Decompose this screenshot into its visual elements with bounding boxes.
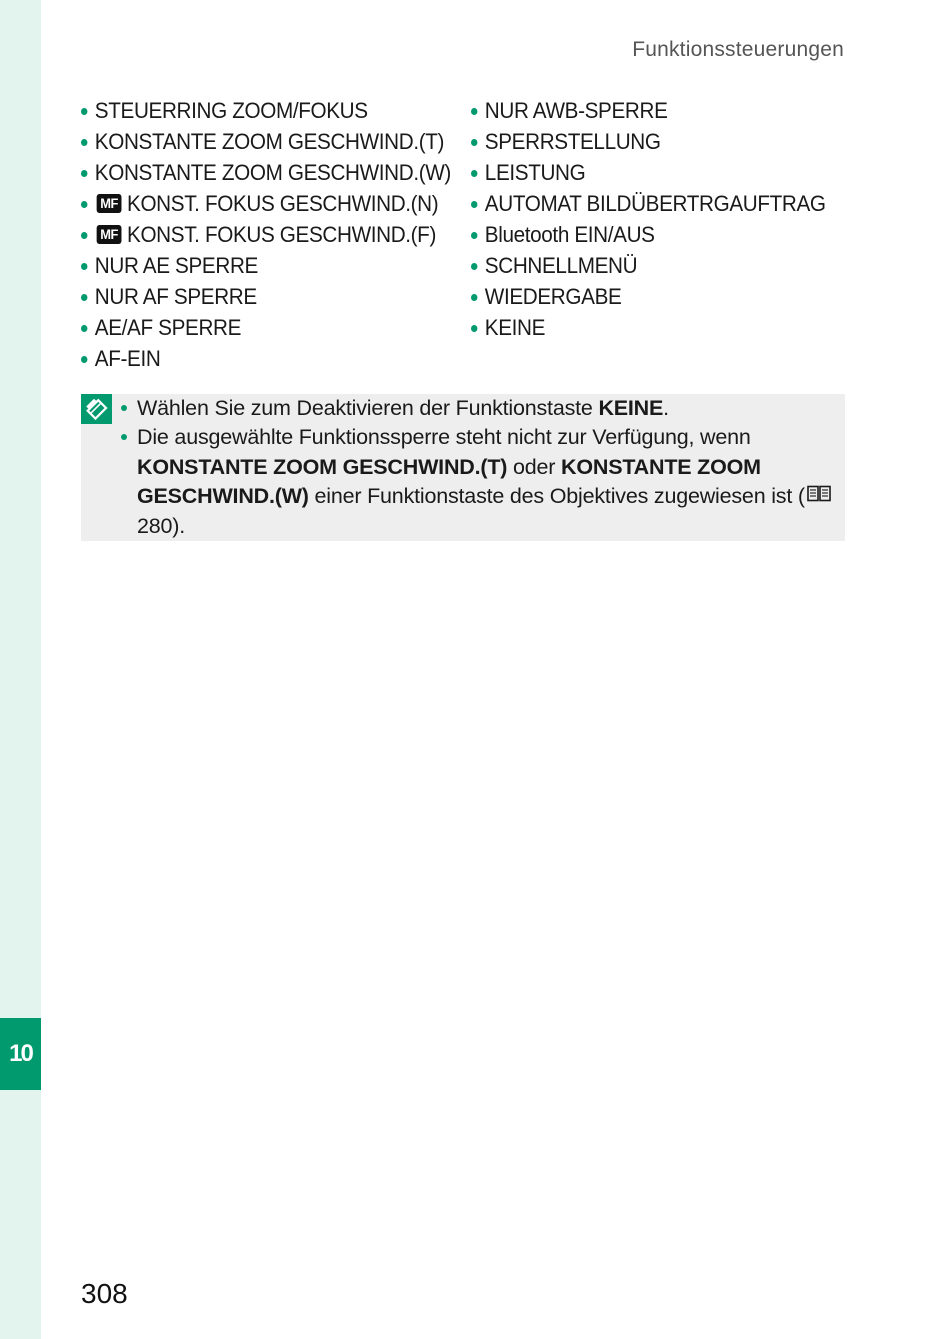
list-item-label: NUR AE SPERRE bbox=[94, 253, 258, 278]
list-item bbox=[471, 219, 826, 250]
list-item bbox=[471, 188, 826, 219]
chapter-side-strip bbox=[0, 0, 41, 1339]
list-item bbox=[81, 343, 451, 374]
list-item bbox=[471, 250, 826, 281]
bullet-icon bbox=[81, 108, 87, 115]
bullet-icon bbox=[81, 263, 87, 270]
note-text: ). bbox=[172, 513, 186, 538]
list-item-label: WIEDERGABE bbox=[484, 284, 622, 309]
bullet-icon bbox=[471, 325, 477, 332]
note-text: . bbox=[663, 396, 669, 420]
note-keyword: KONSTANTE ZOOM GESCHWIND.(W) bbox=[137, 454, 761, 508]
bullet-icon bbox=[81, 139, 87, 146]
list-item bbox=[471, 95, 826, 126]
list-item bbox=[471, 126, 826, 157]
book-icon bbox=[807, 481, 831, 510]
page-number: 308 bbox=[81, 1278, 128, 1309]
manual-focus-icon: MF bbox=[97, 194, 122, 213]
list-item-label: KEINE bbox=[484, 315, 546, 340]
note-text: Wählen Sie zum Deaktivieren der Funktionstaste bbox=[137, 396, 599, 420]
bullet-icon bbox=[471, 294, 477, 301]
list-item-label: KONSTANTE ZOOM GESCHWIND.(W) bbox=[94, 160, 451, 185]
page-reference[interactable]: 280 bbox=[137, 513, 173, 538]
note-item bbox=[121, 423, 836, 541]
manual-focus-icon: MF bbox=[97, 225, 122, 244]
list-item-label: AF-EIN bbox=[94, 346, 161, 371]
list-item bbox=[81, 281, 451, 312]
bullet-icon bbox=[471, 201, 477, 208]
bullet-icon bbox=[471, 170, 477, 177]
note-list bbox=[121, 394, 836, 541]
list-item bbox=[81, 250, 451, 281]
list-item-label: KONSTANTE ZOOM GESCHWIND.(T) bbox=[94, 129, 445, 154]
bullet-icon bbox=[81, 201, 87, 208]
note-icon bbox=[81, 394, 112, 424]
list-item bbox=[471, 157, 826, 188]
list-item-label: AE/AF SPERRE bbox=[94, 315, 242, 340]
list-item bbox=[81, 157, 451, 188]
list-item bbox=[81, 95, 451, 126]
bullet-icon bbox=[81, 232, 87, 239]
list-item-label: AUTOMAT BILDÜBERTRGAUFTRAG bbox=[484, 191, 826, 216]
list-item-label: NUR AF SPERRE bbox=[94, 284, 257, 309]
list-item-label: KONST. FOKUS GESCHWIND.(F) bbox=[127, 222, 436, 247]
list-item-label: STEUERRING ZOOM/FOKUS bbox=[94, 98, 368, 123]
note-text: einer Funktionstaste des Objektives zugewiesen ist ( bbox=[308, 483, 805, 508]
list-item bbox=[81, 188, 451, 219]
note-keyword: KONSTANTE ZOOM GESCHWIND.(T) bbox=[137, 454, 508, 479]
bullet-icon bbox=[121, 434, 127, 440]
option-list-right bbox=[471, 95, 857, 343]
option-list-left bbox=[81, 95, 483, 374]
list-item bbox=[471, 281, 826, 312]
running-header: Funktionssteuerungen bbox=[632, 38, 844, 61]
list-item bbox=[81, 126, 451, 157]
bullet-icon bbox=[81, 325, 87, 332]
list-item bbox=[471, 312, 826, 343]
bullet-icon bbox=[471, 232, 477, 239]
list-item-label: Bluetooth EIN/AUS bbox=[484, 222, 655, 247]
list-item-label: NUR AWB-SPERRE bbox=[484, 98, 668, 123]
list-item bbox=[81, 219, 451, 250]
bullet-icon bbox=[471, 263, 477, 270]
note-keyword: KEINE bbox=[598, 396, 664, 420]
note-text: oder bbox=[507, 454, 562, 479]
chapter-tab: 10 bbox=[0, 1018, 41, 1090]
list-item-label: KONST. FOKUS GESCHWIND.(N) bbox=[127, 191, 439, 216]
list-item bbox=[81, 312, 451, 343]
bullet-icon bbox=[471, 108, 477, 115]
bullet-icon bbox=[471, 139, 477, 146]
bullet-icon bbox=[81, 294, 87, 301]
note-text: Die ausgewählte Funktionssperre steht nicht zur Verfügung, wenn bbox=[137, 425, 751, 450]
note-item bbox=[121, 394, 836, 423]
list-item-label: SCHNELLMENÜ bbox=[484, 253, 638, 278]
bullet-icon bbox=[81, 356, 87, 363]
list-item-label: SPERRSTELLUNG bbox=[484, 129, 661, 154]
list-item-label: LEISTUNG bbox=[484, 160, 586, 185]
note-box bbox=[81, 394, 845, 541]
bullet-icon bbox=[81, 170, 87, 177]
bullet-icon bbox=[121, 405, 127, 411]
